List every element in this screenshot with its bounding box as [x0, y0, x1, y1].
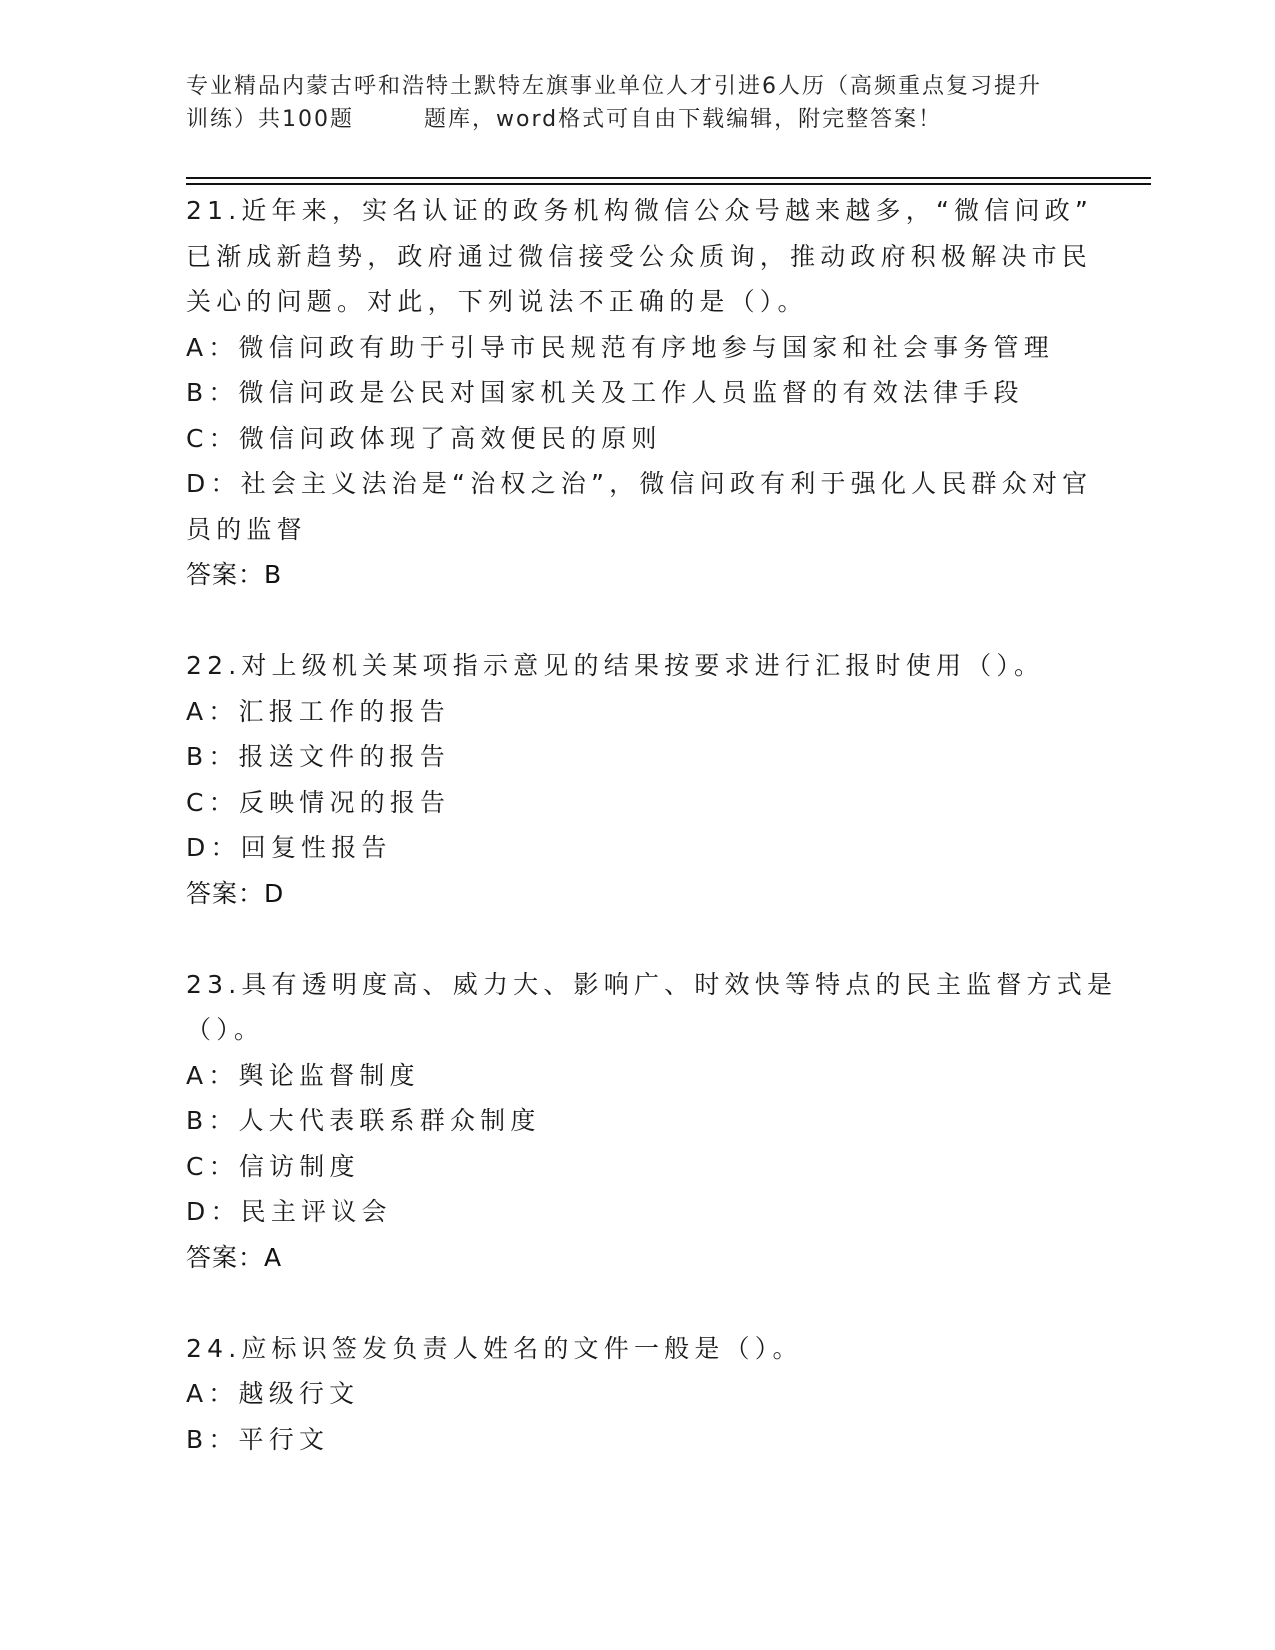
- option-a: A：舆论监督制度: [186, 1060, 420, 1090]
- header-divider-bottom: [186, 183, 1151, 185]
- option-c: C：微信问政体现了高效便民的原则: [186, 423, 662, 453]
- question-stem-line: 24.应标识签发负责人姓名的文件一般是（）。: [186, 1333, 803, 1363]
- header-line-2: [186, 103, 1086, 136]
- question-stem-line: （）。: [186, 1015, 265, 1044]
- option-c: C：反映情况的报告: [186, 787, 451, 817]
- header-line-2-part-2: 题库，word格式可自由下载编辑，附完整答案！: [424, 107, 943, 132]
- question-stem-line: 21.近年来，实名认证的政务机构微信公众号越来越多，“微信问政”: [186, 196, 1094, 225]
- question-list: [186, 188, 1118, 1462]
- question-stem-line: 已渐成新趋势，政府通过微信接受公众质询，推动政府积极解决市民: [186, 241, 1093, 271]
- answer-line: 答案：B: [186, 560, 283, 589]
- header-line-1: 专业精品内蒙古呼和浩特土默特左旗事业单位人才引进6人历（高频重点复习提升: [186, 74, 1042, 99]
- option-d: D：回复性报告: [186, 833, 392, 862]
- option-a: A：汇报工作的报告: [186, 696, 450, 726]
- question-stem-line: 22.对上级机关某项指示意见的结果按要求进行汇报时使用（）。: [186, 651, 1045, 680]
- option-d-continued: 员的监督: [186, 514, 307, 544]
- option-b: B：平行文: [186, 1424, 330, 1454]
- answer-line: 答案：D: [186, 878, 285, 908]
- question-23: [186, 962, 1118, 1281]
- question-stem-line: 23.具有透明度高、威力大、影响广、时效快等特点的民主监督方式是: [186, 969, 1118, 999]
- option-b: B：人大代表联系群众制度: [186, 1106, 541, 1135]
- option-d: D：社会主义法治是“治权之治”，微信问政有利于强化人民群众对官: [186, 469, 1093, 498]
- header-line-2-part-1: 训练）共100题: [186, 107, 354, 132]
- option-b: B：报送文件的报告: [186, 742, 450, 771]
- document-header: [186, 70, 1086, 136]
- option-d: D：民主评议会: [186, 1197, 392, 1226]
- question-24: [186, 1326, 1086, 1463]
- option-b: B：微信问政是公民对国家机关及工作人员监督的有效法律手段: [186, 378, 1024, 407]
- option-a: A：微信问政有助于引导市民规范有序地参与国家和社会事务管理: [186, 332, 1054, 362]
- header-divider-top: [186, 177, 1151, 179]
- option-c: C：信访制度: [186, 1151, 360, 1181]
- question-21: [186, 188, 1094, 598]
- question-22: [186, 643, 1086, 916]
- question-stem-line: 关心的问题。对此，下列说法不正确的是（）。: [186, 287, 808, 316]
- option-a: A：越级行文: [186, 1379, 360, 1408]
- answer-line: 答案：A: [186, 1242, 283, 1272]
